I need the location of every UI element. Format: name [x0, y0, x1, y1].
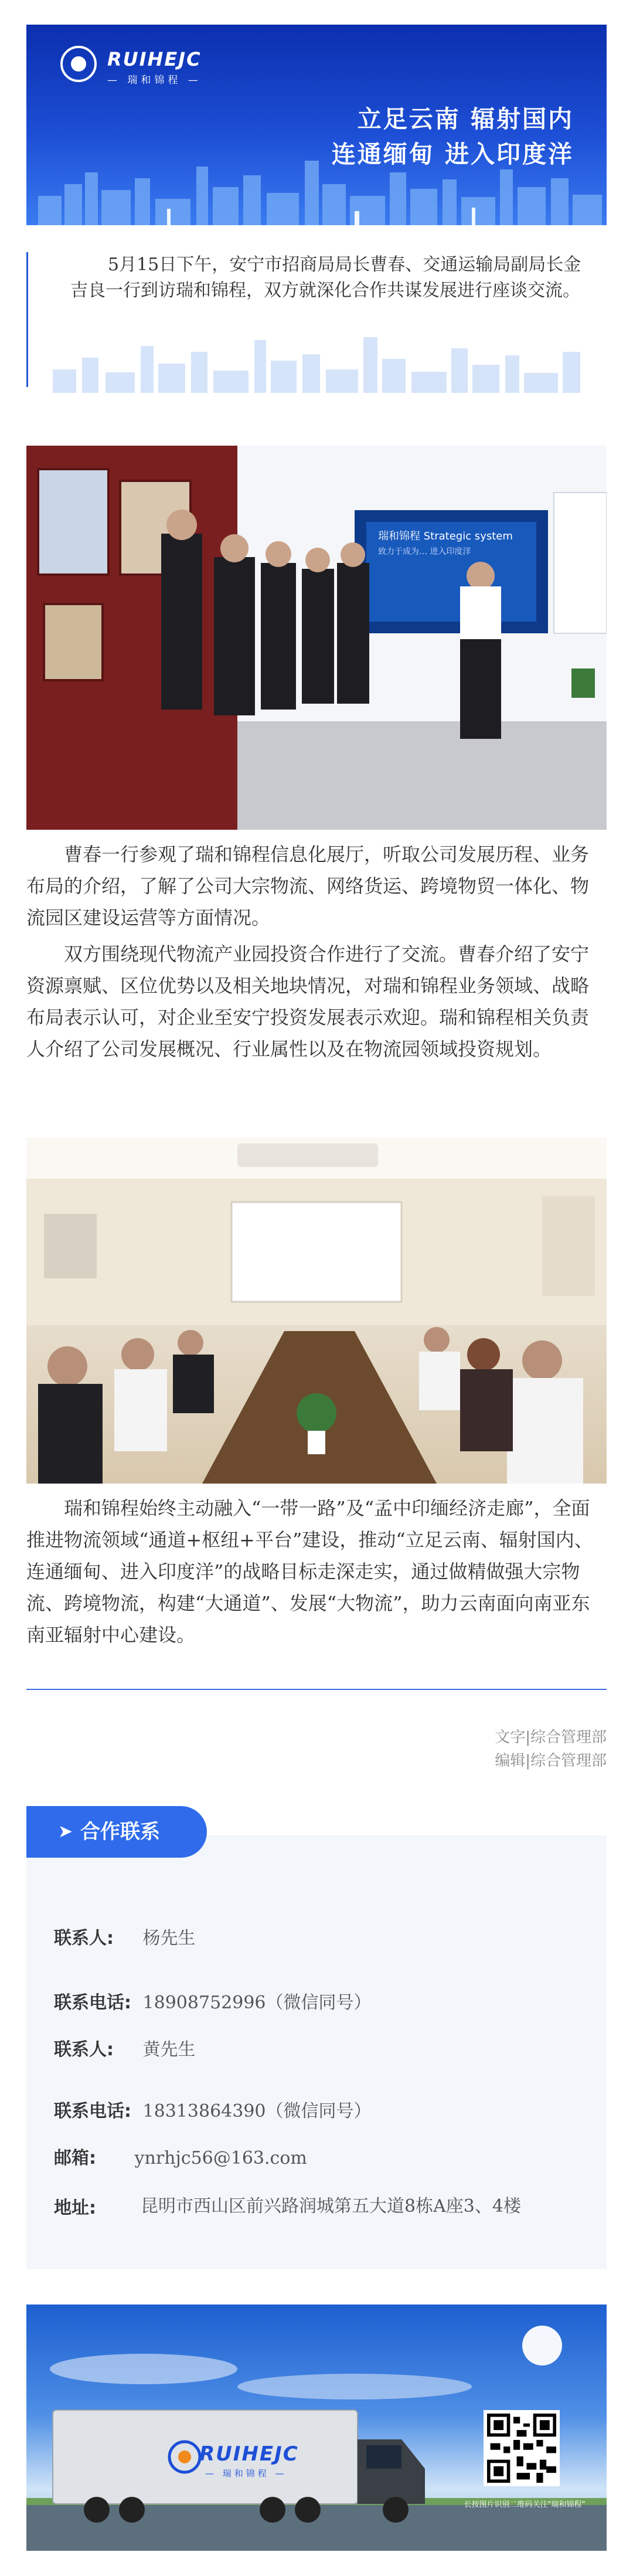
- logo-mark-icon: [60, 46, 97, 82]
- footer-banner: [26, 2305, 607, 2551]
- contact-row-person-2: [54, 2035, 196, 2061]
- contact-label: 联系人:: [54, 2039, 114, 2060]
- contact-value: 黄先生: [142, 2039, 196, 2060]
- qr-code[interactable]: [484, 2410, 560, 2486]
- contact-label: 邮箱:: [54, 2148, 96, 2168]
- skyline-graphic: [26, 155, 607, 225]
- contact-tab-label: 合作联系: [80, 1820, 160, 1844]
- qr-caption: 长按图片识别二维码关注"瑞和锦程": [464, 2500, 586, 2509]
- paragraph-visit: 曹春一行参观了瑞和锦程信息化展厅，听取公司发展历程、业务布局的介绍，了解了公司大宗物流、网络货运、跨境物贸一体化、物流园区建设运营等方面情况。: [26, 843, 590, 929]
- logo-english: RUIHEJC: [107, 48, 202, 70]
- contact-row-phone-2: [54, 2096, 372, 2122]
- exhibition-scene-graphic: [26, 446, 607, 830]
- intro-accent-line: [26, 252, 28, 387]
- screen-title: 瑞和锦程 Strategic system: [378, 530, 513, 542]
- credit-text: 文字|综合管理部: [495, 1729, 607, 1746]
- contact-value: 杨先生: [142, 1928, 196, 1949]
- meeting-scene-graphic: [26, 1138, 607, 1484]
- photo-meeting-room: [26, 1138, 607, 1484]
- contact-tab-header: [26, 1806, 207, 1858]
- credit-editor: 编辑|综合管理部: [495, 1752, 607, 1770]
- intro-skyline-graphic: [53, 328, 598, 393]
- address-label: 地址:: [54, 2198, 96, 2218]
- logo-chinese: — 瑞和锦程 —: [107, 74, 202, 86]
- contact-row-person-1: [54, 1923, 196, 1949]
- phone-value[interactable]: 18908752996（微信同号）: [142, 1993, 372, 2013]
- slogan-line-2: 连通缅甸 进入印度洋: [331, 140, 574, 168]
- address-value: 昆明市西山区前兴路润城第五大道8栋A座3、4楼: [141, 2196, 521, 2217]
- email-value[interactable]: ynrhjc56@163.com: [134, 2148, 307, 2168]
- contact-label: 联系电话:: [54, 1993, 131, 2013]
- section-divider: [26, 1689, 607, 1690]
- slogan-line-1: 立足云南 辐射国内: [357, 105, 574, 133]
- phone-value[interactable]: 18313864390（微信同号）: [142, 2101, 372, 2122]
- contact-label: 联系人:: [54, 1928, 114, 1949]
- truck-logo-chinese: — 瑞和锦程 —: [205, 2468, 287, 2479]
- paragraph-strategy: 瑞和锦程始终主动融入“一带一路”及“孟中印缅经济走廊”，全面推进物流领域“通道+枢纽+平台”建设，推动“立足云南、辐射国内、连通缅甸、进入印度洋”的战略目标走深走实，通过做精做强大宗物流、跨境物流，构建“大通道”、发展“大物流”，助力云南面向南亚东南亚辐射中心建设。: [26, 1497, 593, 1646]
- qr-code-icon: [487, 2414, 556, 2483]
- arrow-right-icon: ➤: [58, 1821, 73, 1842]
- contact-row-email: [54, 2143, 307, 2169]
- intro-paragraph: 5月15日下午，安宁市招商局局长曹春、交通运输局副局长金吉良一行到访瑞和锦程，双方就深化合作共谋发展进行座谈交流。: [70, 254, 581, 301]
- header-banner: [26, 25, 607, 225]
- screen-subtitle: 致力于成为… 进入印度洋: [378, 547, 471, 556]
- contact-row-phone-1: [54, 1988, 372, 2014]
- photo-exhibition-hall: [26, 446, 607, 830]
- paragraph-exchange: 双方围绕现代物流产业园投资合作进行了交流。曹春介绍了安宁资源禀赋、区位优势以及相关地块情况，对瑞和锦程业务领域、战略布局表示认可，对企业至安宁投资发展表示欢迎。瑞和锦程相关负责人介绍了公司发展概况、行业属性以及在物流园领域投资规划。: [26, 943, 590, 1060]
- contact-label: 联系电话:: [54, 2101, 131, 2122]
- truck-logo-english: RUIHEJC: [199, 2442, 299, 2466]
